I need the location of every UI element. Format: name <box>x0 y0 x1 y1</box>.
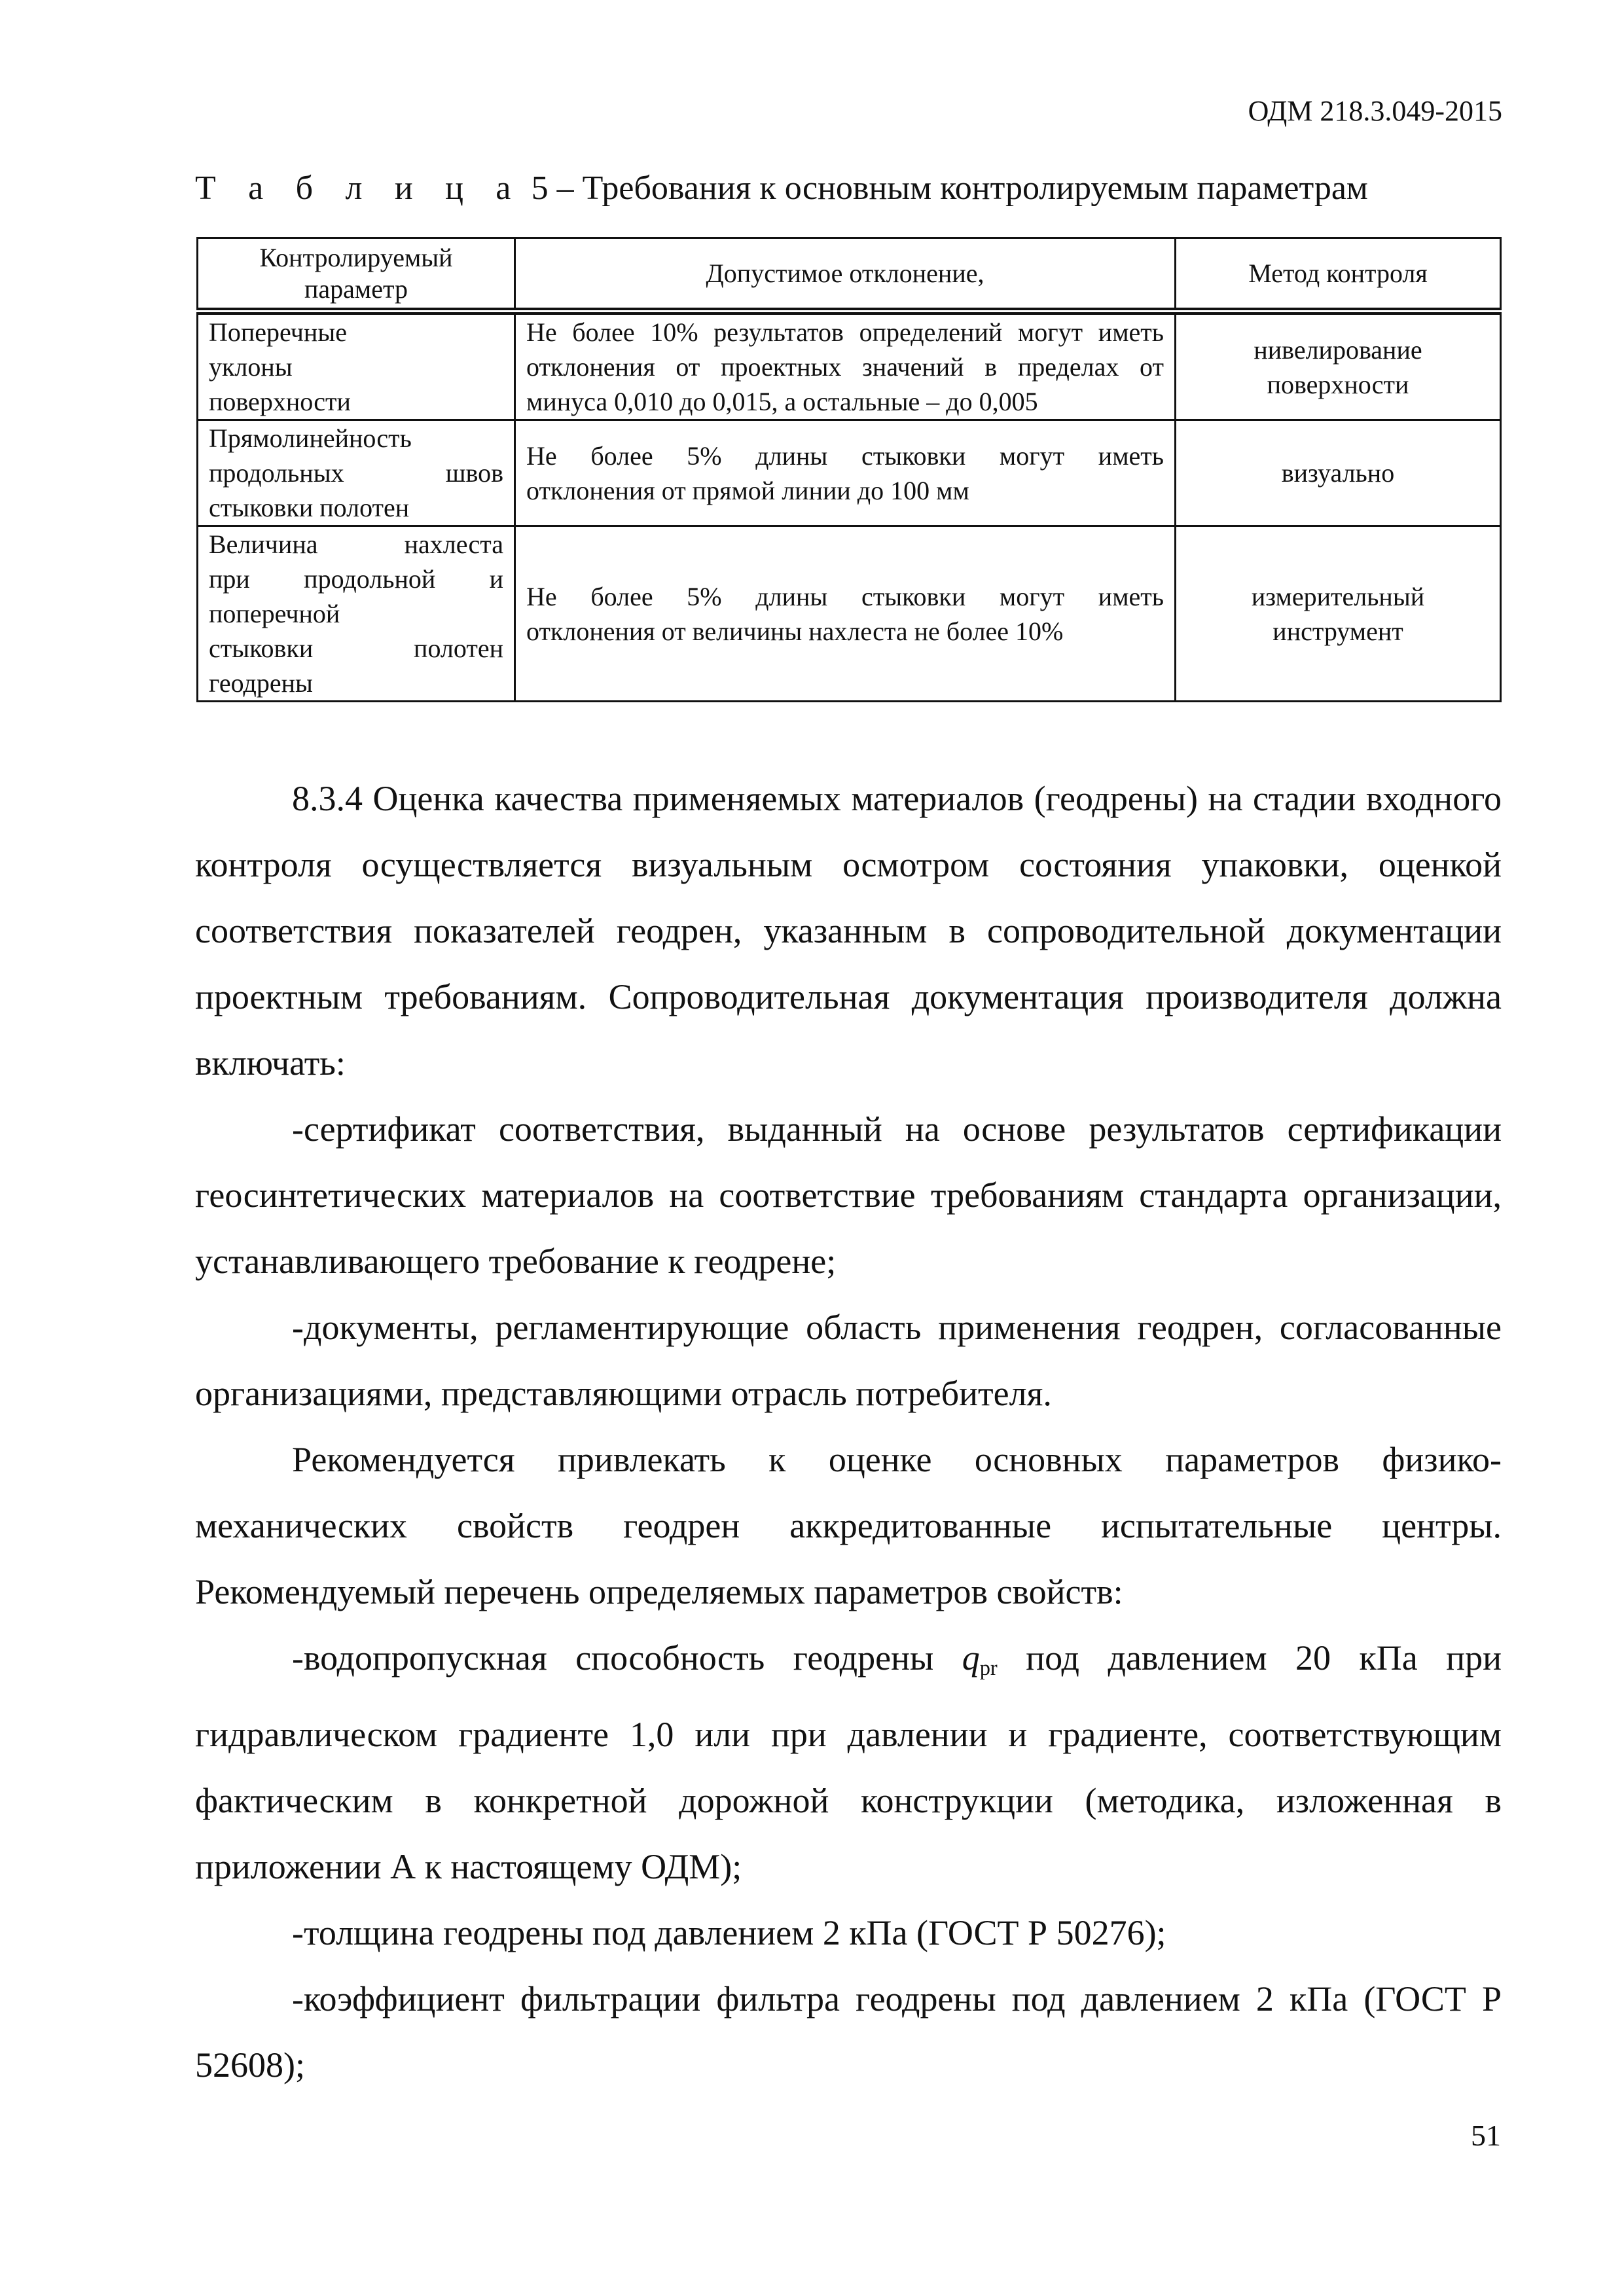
param-cell <box>198 526 515 702</box>
table-caption-title: – Требования к основным контролируемым параметрам <box>556 170 1368 207</box>
deviation-line: отклонения от проектных значений в пределах от <box>526 352 1164 382</box>
param-line: продольных швов <box>209 458 503 488</box>
param-cell <box>198 312 515 420</box>
list-item-documents: -документы, регламентирующие область применения геодрен, согласованные организациями, представляющими отрасль потребителя. <box>195 1308 1502 1413</box>
param-line: стыковки полотен <box>209 493 410 522</box>
variable-q: q <box>962 1638 980 1677</box>
table-caption <box>195 171 1368 206</box>
deviation-line: Не более 5% длины стыковки могут иметь <box>526 581 1164 611</box>
variable-subscript: pr <box>979 1657 998 1681</box>
list-item-thickness: -толщина геодрены под давлением 2 кПа (ГОСТ Р 50276); <box>292 1913 1166 1953</box>
paragraph-8-3-4: 8.3.4 Оценка качества применяемых материалов (геодрены) на стадии входного контроля осуществляется визуальным осмотром состояния упаковки, оценкой соответствия показателей геодрен, указанным в сопроводительной документации проектным требованиям. Сопроводительная документация производителя должна включать: <box>195 779 1502 1083</box>
param-line: уклоны <box>209 352 293 382</box>
body-text <box>195 766 1502 2098</box>
page-number: 51 <box>1471 2119 1501 2152</box>
list-item-water-permeability <box>195 1625 1502 1900</box>
method-cell: нивелирование поверхности <box>1176 312 1501 420</box>
deviation-line: Не более 5% длины стыковки могут иметь <box>526 440 1164 471</box>
list-item-certificate: -сертификат соответствия, выданный на основе результатов сертификации геосинтетических материалов на соответствие требованиям стандарта организации, устанавливающего требование к геодрене; <box>195 1109 1502 1281</box>
text-fragment: -водопропускная способность геодрены <box>292 1638 962 1677</box>
param-line: геодрены <box>209 668 313 698</box>
deviation-line: отклонения от величины нахлеста не более 10% <box>526 616 1064 646</box>
table-row <box>198 420 1501 526</box>
param-line: Прямолинейность <box>209 423 412 453</box>
method-cell: визуально <box>1176 420 1501 526</box>
table-caption-label: Т а б л и ц а <box>195 170 523 207</box>
deviation-line: минуса 0,010 до 0,015, а остальные – до 0,005 <box>526 387 1038 416</box>
column-header-deviation: Допустимое отклонение, <box>515 238 1176 312</box>
table-header-row <box>198 238 1501 312</box>
method-cell: измерительный инструмент <box>1176 526 1501 702</box>
table-row <box>198 312 1501 420</box>
deviation-cell <box>515 312 1176 420</box>
param-cell <box>198 420 515 526</box>
param-line: стыковки полотен <box>209 634 503 663</box>
table-caption-number: 5 <box>531 170 549 207</box>
requirements-table <box>196 237 1502 702</box>
text-fragment: под давлением 20 кПа при гидравлическом градиенте 1,0 или при давлении и градиенте, соответствующим фактическим в конкретной дорожной конструкции (методика, изложенная в приложении А к настоящему ОДМ); <box>195 1638 1502 1887</box>
list-item-filtration: -коэффициент фильтрации фильтра геодрены под давлением 2 кПа (ГОСТ Р 52608); <box>195 1979 1502 2085</box>
deviation-line: отклонения от прямой линии до 100 мм <box>526 475 969 505</box>
param-line: поперечной <box>209 599 340 628</box>
param-line: Поперечные <box>209 317 347 347</box>
table-row <box>198 526 1501 702</box>
paragraph-recommendation: Рекомендуется привлекать к оценке основных параметров физико-механических свойств геодрен аккредитованные испытательные центры. Рекомендуемый перечень определяемых параметров свойств: <box>195 1440 1502 1611</box>
document-code: ОДМ 218.3.049-2015 <box>1248 95 1502 127</box>
param-line: Величина нахлеста <box>209 529 503 559</box>
param-line: при продольной и <box>209 564 503 594</box>
param-line: поверхности <box>209 387 351 416</box>
column-header-param: Контролируемый параметр <box>198 238 515 312</box>
deviation-line: Не более 10% результатов определений могут иметь <box>526 317 1164 347</box>
deviation-cell <box>515 526 1176 702</box>
column-header-method: Метод контроля <box>1176 238 1501 312</box>
deviation-cell <box>515 420 1176 526</box>
